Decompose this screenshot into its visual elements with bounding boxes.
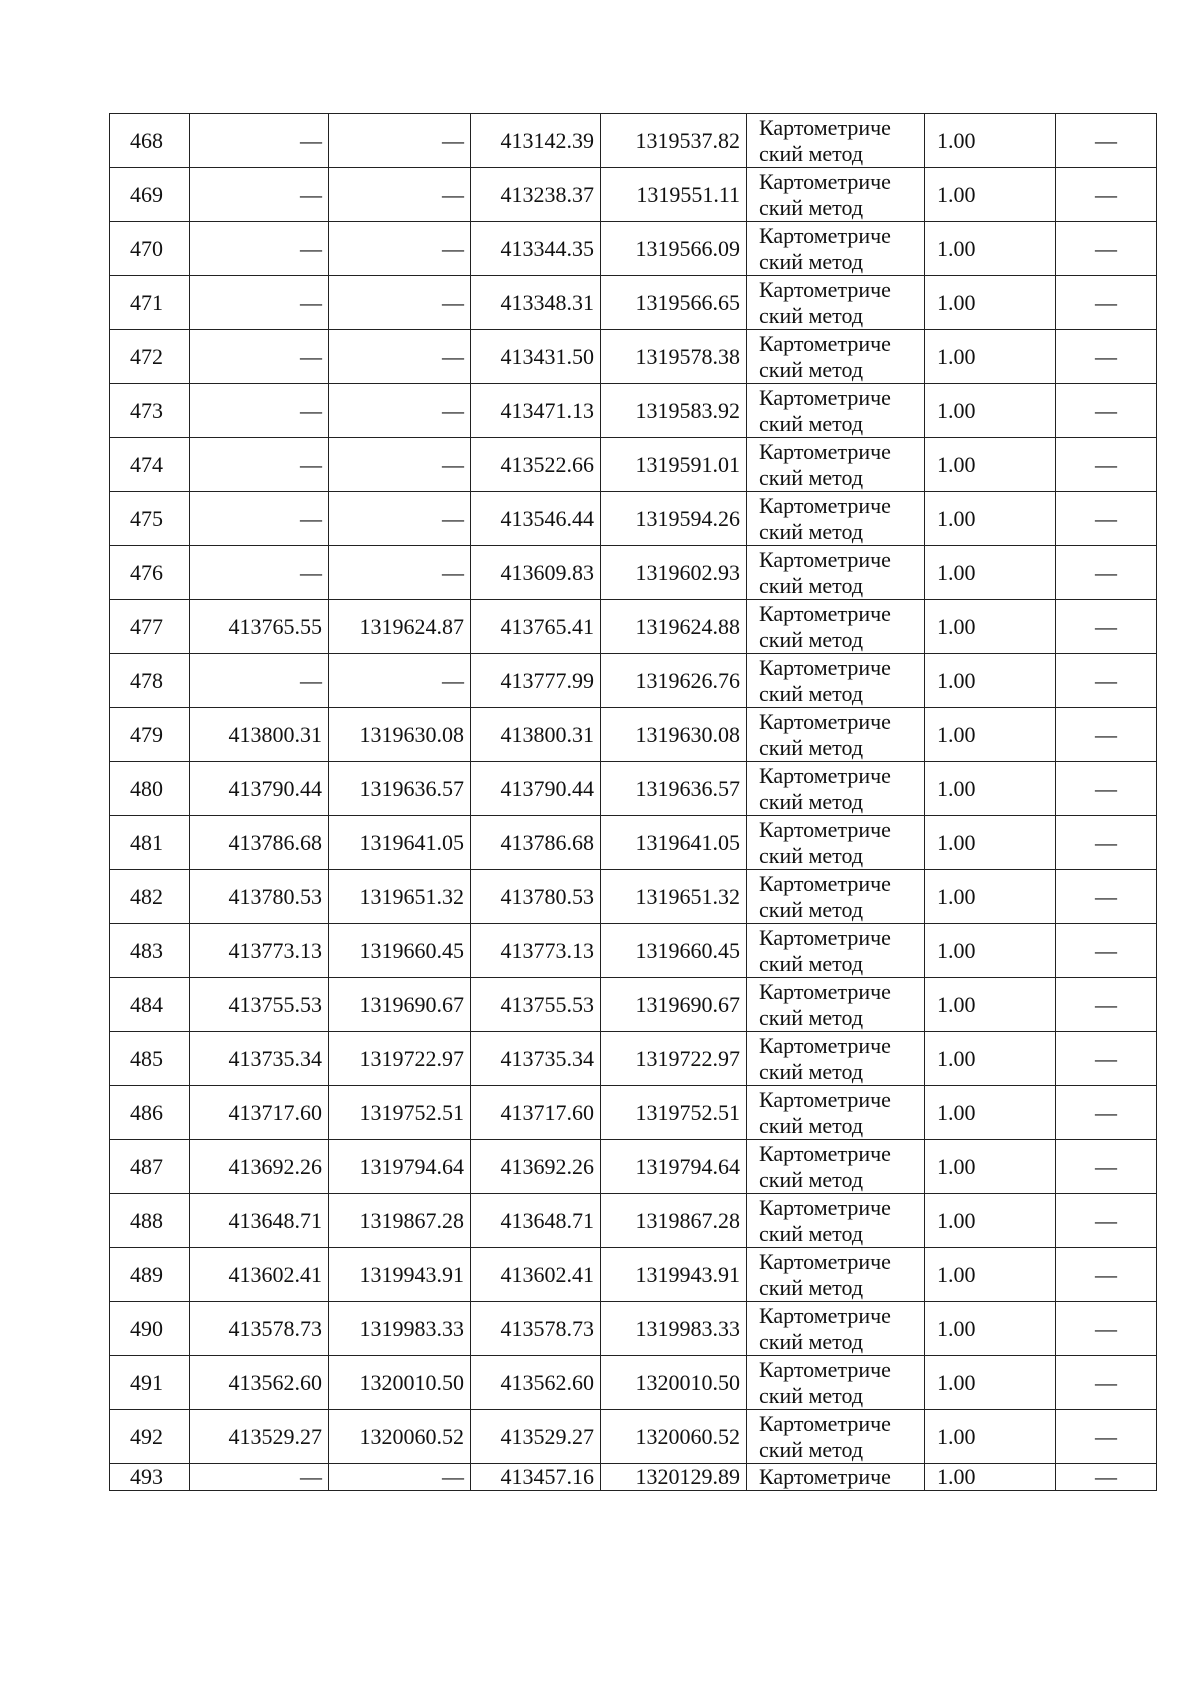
table-row — [110, 330, 1157, 384]
existing-x-cell: 413773.13 — [190, 924, 329, 978]
note-cell: — — [1056, 276, 1157, 330]
point-number-cell: 472 — [110, 330, 190, 384]
new-y-cell: 1319651.32 — [601, 870, 747, 924]
method-line: ский метод — [759, 356, 864, 382]
method-line: ский метод — [759, 842, 864, 868]
method-line: Картометриче — [759, 1464, 891, 1489]
new-y-cell: 1319591.01 — [601, 438, 747, 492]
existing-y-cell: — — [329, 330, 471, 384]
method-cell — [747, 1356, 925, 1410]
accuracy-cell: 1.00 — [925, 114, 1056, 168]
table-row — [110, 168, 1157, 222]
existing-y-cell: 1319943.91 — [329, 1248, 471, 1302]
existing-x-cell: 413717.60 — [190, 1086, 329, 1140]
table-row — [110, 1140, 1157, 1194]
point-number-cell: 491 — [110, 1356, 190, 1410]
existing-x-cell: — — [190, 546, 329, 600]
new-y-cell: 1319867.28 — [601, 1194, 747, 1248]
new-x-cell: 413692.26 — [471, 1140, 601, 1194]
method-line: ский метод — [759, 1220, 864, 1246]
method-cell — [747, 870, 925, 924]
accuracy-cell: 1.00 — [925, 1194, 1056, 1248]
method-line: Картометриче — [759, 546, 891, 572]
new-y-cell: 1320010.50 — [601, 1356, 747, 1410]
table-row — [110, 870, 1157, 924]
point-number-cell: 479 — [110, 708, 190, 762]
note-cell: — — [1056, 708, 1157, 762]
accuracy-cell: 1.00 — [925, 870, 1056, 924]
method-line: Картометриче — [759, 978, 891, 1004]
method-line: Картометриче — [759, 816, 891, 842]
point-number-cell: 488 — [110, 1194, 190, 1248]
accuracy-cell: 1.00 — [925, 1140, 1056, 1194]
method-line: ский метод — [759, 518, 864, 544]
existing-x-cell: — — [190, 654, 329, 708]
new-x-cell: 413765.41 — [471, 600, 601, 654]
table-row — [110, 1248, 1157, 1302]
accuracy-cell: 1.00 — [925, 1410, 1056, 1464]
existing-y-cell: — — [329, 114, 471, 168]
note-cell: — — [1056, 600, 1157, 654]
method-cell — [747, 924, 925, 978]
method-line: ский метод — [759, 302, 864, 328]
accuracy-cell: 1.00 — [925, 1248, 1056, 1302]
note-cell: — — [1056, 1086, 1157, 1140]
method-line: Картометриче — [759, 870, 891, 896]
existing-x-cell: — — [190, 222, 329, 276]
table-row — [110, 1464, 1157, 1491]
table-row — [110, 816, 1157, 870]
note-cell: — — [1056, 1464, 1157, 1491]
note-cell: — — [1056, 1032, 1157, 1086]
existing-x-cell: 413735.34 — [190, 1032, 329, 1086]
note-cell: — — [1056, 1248, 1157, 1302]
method-cell — [747, 1032, 925, 1086]
method-cell — [747, 600, 925, 654]
note-cell: — — [1056, 1356, 1157, 1410]
method-cell — [747, 168, 925, 222]
existing-y-cell: 1319641.05 — [329, 816, 471, 870]
table-row — [110, 1032, 1157, 1086]
existing-y-cell: 1319630.08 — [329, 708, 471, 762]
existing-x-cell: 413790.44 — [190, 762, 329, 816]
method-cell — [747, 762, 925, 816]
new-y-cell: 1319602.93 — [601, 546, 747, 600]
new-x-cell: 413780.53 — [471, 870, 601, 924]
existing-y-cell: 1319794.64 — [329, 1140, 471, 1194]
existing-x-cell: — — [190, 276, 329, 330]
method-line: Картометриче — [759, 222, 891, 248]
table-row — [110, 276, 1157, 330]
note-cell: — — [1056, 1302, 1157, 1356]
method-cell — [747, 492, 925, 546]
method-line: Картометриче — [759, 1410, 891, 1436]
method-line: Картометриче — [759, 384, 891, 410]
existing-y-cell: — — [329, 546, 471, 600]
method-line: Картометриче — [759, 1302, 891, 1328]
accuracy-cell: 1.00 — [925, 654, 1056, 708]
note-cell: — — [1056, 492, 1157, 546]
new-y-cell: 1319537.82 — [601, 114, 747, 168]
new-x-cell: 413471.13 — [471, 384, 601, 438]
method-line: ский метод — [759, 1004, 864, 1030]
table-body — [110, 114, 1157, 1491]
note-cell: — — [1056, 924, 1157, 978]
point-number-cell: 480 — [110, 762, 190, 816]
new-x-cell: 413546.44 — [471, 492, 601, 546]
note-cell: — — [1056, 546, 1157, 600]
note-cell: — — [1056, 816, 1157, 870]
note-cell: — — [1056, 114, 1157, 168]
new-x-cell: 413602.41 — [471, 1248, 601, 1302]
table-row — [110, 978, 1157, 1032]
existing-x-cell: — — [190, 438, 329, 492]
table-row — [110, 1194, 1157, 1248]
new-y-cell: 1319660.45 — [601, 924, 747, 978]
accuracy-cell: 1.00 — [925, 276, 1056, 330]
method-cell — [747, 1194, 925, 1248]
point-number-cell: 471 — [110, 276, 190, 330]
accuracy-cell: 1.00 — [925, 546, 1056, 600]
table-row — [110, 384, 1157, 438]
method-line: ский метод — [759, 572, 864, 598]
point-number-cell: 477 — [110, 600, 190, 654]
new-y-cell: 1319641.05 — [601, 816, 747, 870]
point-number-cell: 483 — [110, 924, 190, 978]
method-line: Картометриче — [759, 114, 891, 140]
table-row — [110, 222, 1157, 276]
method-line: ский метод — [759, 1166, 864, 1192]
method-line: Картометриче — [759, 924, 891, 950]
existing-x-cell: 413578.73 — [190, 1302, 329, 1356]
accuracy-cell: 1.00 — [925, 222, 1056, 276]
new-x-cell: 413777.99 — [471, 654, 601, 708]
existing-x-cell: 413780.53 — [190, 870, 329, 924]
method-line: ский метод — [759, 1058, 864, 1084]
existing-y-cell: 1319636.57 — [329, 762, 471, 816]
new-x-cell: 413773.13 — [471, 924, 601, 978]
new-y-cell: 1319578.38 — [601, 330, 747, 384]
accuracy-cell: 1.00 — [925, 168, 1056, 222]
coordinates-table — [109, 113, 1157, 1491]
accuracy-cell: 1.00 — [925, 1032, 1056, 1086]
existing-x-cell: 413602.41 — [190, 1248, 329, 1302]
new-x-cell: 413648.71 — [471, 1194, 601, 1248]
method-cell — [747, 1140, 925, 1194]
method-line: ский метод — [759, 194, 864, 220]
existing-x-cell: 413786.68 — [190, 816, 329, 870]
method-line: Картометриче — [759, 1086, 891, 1112]
table-row — [110, 708, 1157, 762]
existing-x-cell: 413648.71 — [190, 1194, 329, 1248]
existing-y-cell: — — [329, 492, 471, 546]
table-row — [110, 1356, 1157, 1410]
point-number-cell: 490 — [110, 1302, 190, 1356]
method-line: Картометриче — [759, 600, 891, 626]
existing-y-cell: 1319983.33 — [329, 1302, 471, 1356]
existing-y-cell: 1319867.28 — [329, 1194, 471, 1248]
note-cell: — — [1056, 978, 1157, 1032]
method-line: Картометриче — [759, 1356, 891, 1382]
note-cell: — — [1056, 438, 1157, 492]
new-x-cell: 413344.35 — [471, 222, 601, 276]
accuracy-cell: 1.00 — [925, 1302, 1056, 1356]
existing-x-cell: 413529.27 — [190, 1410, 329, 1464]
existing-y-cell: 1320010.50 — [329, 1356, 471, 1410]
new-y-cell: 1319752.51 — [601, 1086, 747, 1140]
note-cell: — — [1056, 654, 1157, 708]
note-cell: — — [1056, 1410, 1157, 1464]
new-x-cell: 413790.44 — [471, 762, 601, 816]
new-y-cell: 1319943.91 — [601, 1248, 747, 1302]
point-number-cell: 473 — [110, 384, 190, 438]
method-cell — [747, 384, 925, 438]
new-x-cell: 413431.50 — [471, 330, 601, 384]
method-line: ский метод — [759, 1112, 864, 1138]
method-line: Картометриче — [759, 492, 891, 518]
method-line: Картометриче — [759, 708, 891, 734]
existing-y-cell: 1319651.32 — [329, 870, 471, 924]
method-line: Картометриче — [759, 1248, 891, 1274]
method-line: ский метод — [759, 248, 864, 274]
new-x-cell: 413578.73 — [471, 1302, 601, 1356]
method-cell — [747, 1464, 925, 1491]
new-y-cell: 1319630.08 — [601, 708, 747, 762]
point-number-cell: 482 — [110, 870, 190, 924]
existing-x-cell: — — [190, 492, 329, 546]
new-y-cell: 1319722.97 — [601, 1032, 747, 1086]
note-cell: — — [1056, 1140, 1157, 1194]
method-cell — [747, 1410, 925, 1464]
new-x-cell: 413786.68 — [471, 816, 601, 870]
accuracy-cell: 1.00 — [925, 384, 1056, 438]
table-row — [110, 924, 1157, 978]
method-line: ский метод — [759, 410, 864, 436]
existing-y-cell: 1319752.51 — [329, 1086, 471, 1140]
table-row — [110, 1410, 1157, 1464]
point-number-cell: 486 — [110, 1086, 190, 1140]
method-cell — [747, 1086, 925, 1140]
existing-y-cell: 1320060.52 — [329, 1410, 471, 1464]
point-number-cell: 468 — [110, 114, 190, 168]
accuracy-cell: 1.00 — [925, 816, 1056, 870]
existing-y-cell: — — [329, 168, 471, 222]
method-line: ский метод — [759, 950, 864, 976]
existing-x-cell: 413692.26 — [190, 1140, 329, 1194]
new-y-cell: 1320129.89 — [601, 1464, 747, 1491]
existing-y-cell: — — [329, 276, 471, 330]
method-line: ский метод — [759, 1274, 864, 1300]
table-row — [110, 1086, 1157, 1140]
existing-y-cell: — — [329, 654, 471, 708]
note-cell: — — [1056, 762, 1157, 816]
existing-x-cell: 413765.55 — [190, 600, 329, 654]
note-cell: — — [1056, 1194, 1157, 1248]
table-row — [110, 492, 1157, 546]
method-line: ский метод — [759, 1382, 864, 1408]
new-x-cell: 413238.37 — [471, 168, 601, 222]
new-x-cell: 413755.53 — [471, 978, 601, 1032]
table-row — [110, 438, 1157, 492]
method-line: Картометриче — [759, 330, 891, 356]
new-y-cell: 1319583.92 — [601, 384, 747, 438]
method-line: ский метод — [759, 626, 864, 652]
method-line: ский метод — [759, 140, 864, 166]
method-cell — [747, 1302, 925, 1356]
existing-y-cell: — — [329, 1464, 471, 1491]
point-number-cell: 481 — [110, 816, 190, 870]
note-cell: — — [1056, 384, 1157, 438]
table-row — [110, 654, 1157, 708]
method-cell — [747, 654, 925, 708]
method-line: ский метод — [759, 734, 864, 760]
new-y-cell: 1319624.88 — [601, 600, 747, 654]
new-x-cell: 413717.60 — [471, 1086, 601, 1140]
point-number-cell: 492 — [110, 1410, 190, 1464]
table-row — [110, 114, 1157, 168]
method-cell — [747, 978, 925, 1032]
existing-y-cell: 1319722.97 — [329, 1032, 471, 1086]
method-line: ский метод — [759, 680, 864, 706]
new-y-cell: 1319626.76 — [601, 654, 747, 708]
new-x-cell: 413529.27 — [471, 1410, 601, 1464]
method-line: ский метод — [759, 1328, 864, 1354]
new-x-cell: 413609.83 — [471, 546, 601, 600]
new-y-cell: 1319690.67 — [601, 978, 747, 1032]
point-number-cell: 474 — [110, 438, 190, 492]
new-y-cell: 1319566.09 — [601, 222, 747, 276]
new-x-cell: 413522.66 — [471, 438, 601, 492]
method-cell — [747, 222, 925, 276]
existing-x-cell: 413755.53 — [190, 978, 329, 1032]
note-cell: — — [1056, 870, 1157, 924]
accuracy-cell: 1.00 — [925, 492, 1056, 546]
new-y-cell: 1320060.52 — [601, 1410, 747, 1464]
method-cell — [747, 546, 925, 600]
new-x-cell: 413142.39 — [471, 114, 601, 168]
point-number-cell: 470 — [110, 222, 190, 276]
table-row — [110, 1302, 1157, 1356]
method-cell — [747, 330, 925, 384]
method-cell — [747, 708, 925, 762]
point-number-cell: 475 — [110, 492, 190, 546]
accuracy-cell: 1.00 — [925, 600, 1056, 654]
existing-y-cell: — — [329, 438, 471, 492]
method-line: ский метод — [759, 1436, 864, 1462]
new-y-cell: 1319566.65 — [601, 276, 747, 330]
accuracy-cell: 1.00 — [925, 978, 1056, 1032]
accuracy-cell: 1.00 — [925, 1356, 1056, 1410]
existing-x-cell: — — [190, 114, 329, 168]
new-x-cell: 413735.34 — [471, 1032, 601, 1086]
point-number-cell: 485 — [110, 1032, 190, 1086]
method-line: Картометриче — [759, 1194, 891, 1220]
point-number-cell: 484 — [110, 978, 190, 1032]
existing-x-cell: 413562.60 — [190, 1356, 329, 1410]
existing-x-cell: — — [190, 384, 329, 438]
point-number-cell: 487 — [110, 1140, 190, 1194]
new-y-cell: 1319551.11 — [601, 168, 747, 222]
method-line: Картометриче — [759, 654, 891, 680]
note-cell: — — [1056, 168, 1157, 222]
method-line: Картометриче — [759, 168, 891, 194]
note-cell: — — [1056, 330, 1157, 384]
accuracy-cell: 1.00 — [925, 438, 1056, 492]
existing-x-cell: — — [190, 1464, 329, 1491]
existing-y-cell: 1319660.45 — [329, 924, 471, 978]
point-number-cell: 493 — [110, 1464, 190, 1491]
existing-y-cell: — — [329, 222, 471, 276]
existing-x-cell: 413800.31 — [190, 708, 329, 762]
method-line: Картометриче — [759, 1140, 891, 1166]
existing-y-cell: — — [329, 384, 471, 438]
accuracy-cell: 1.00 — [925, 924, 1056, 978]
method-cell — [747, 276, 925, 330]
method-line: Картометриче — [759, 762, 891, 788]
point-number-cell: 489 — [110, 1248, 190, 1302]
method-cell — [747, 816, 925, 870]
method-line: ский метод — [759, 788, 864, 814]
table-row — [110, 762, 1157, 816]
existing-x-cell: — — [190, 168, 329, 222]
table-row — [110, 600, 1157, 654]
method-line: Картометриче — [759, 276, 891, 302]
method-line: ский метод — [759, 896, 864, 922]
point-number-cell: 476 — [110, 546, 190, 600]
point-number-cell: 469 — [110, 168, 190, 222]
existing-y-cell: 1319624.87 — [329, 600, 471, 654]
accuracy-cell: 1.00 — [925, 708, 1056, 762]
new-x-cell: 413457.16 — [471, 1464, 601, 1491]
existing-y-cell: 1319690.67 — [329, 978, 471, 1032]
method-cell — [747, 114, 925, 168]
existing-x-cell: — — [190, 330, 329, 384]
note-cell: — — [1056, 222, 1157, 276]
method-line: ский метод — [759, 464, 864, 490]
method-cell — [747, 438, 925, 492]
accuracy-cell: 1.00 — [925, 1464, 1056, 1491]
method-cell — [747, 1248, 925, 1302]
new-y-cell: 1319636.57 — [601, 762, 747, 816]
accuracy-cell: 1.00 — [925, 762, 1056, 816]
point-number-cell: 478 — [110, 654, 190, 708]
method-line: Картометриче — [759, 1032, 891, 1058]
method-line: Картометриче — [759, 438, 891, 464]
new-x-cell: 413348.31 — [471, 276, 601, 330]
new-y-cell: 1319983.33 — [601, 1302, 747, 1356]
table-row — [110, 546, 1157, 600]
accuracy-cell: 1.00 — [925, 330, 1056, 384]
new-x-cell: 413800.31 — [471, 708, 601, 762]
new-y-cell: 1319794.64 — [601, 1140, 747, 1194]
accuracy-cell: 1.00 — [925, 1086, 1056, 1140]
new-x-cell: 413562.60 — [471, 1356, 601, 1410]
new-y-cell: 1319594.26 — [601, 492, 747, 546]
